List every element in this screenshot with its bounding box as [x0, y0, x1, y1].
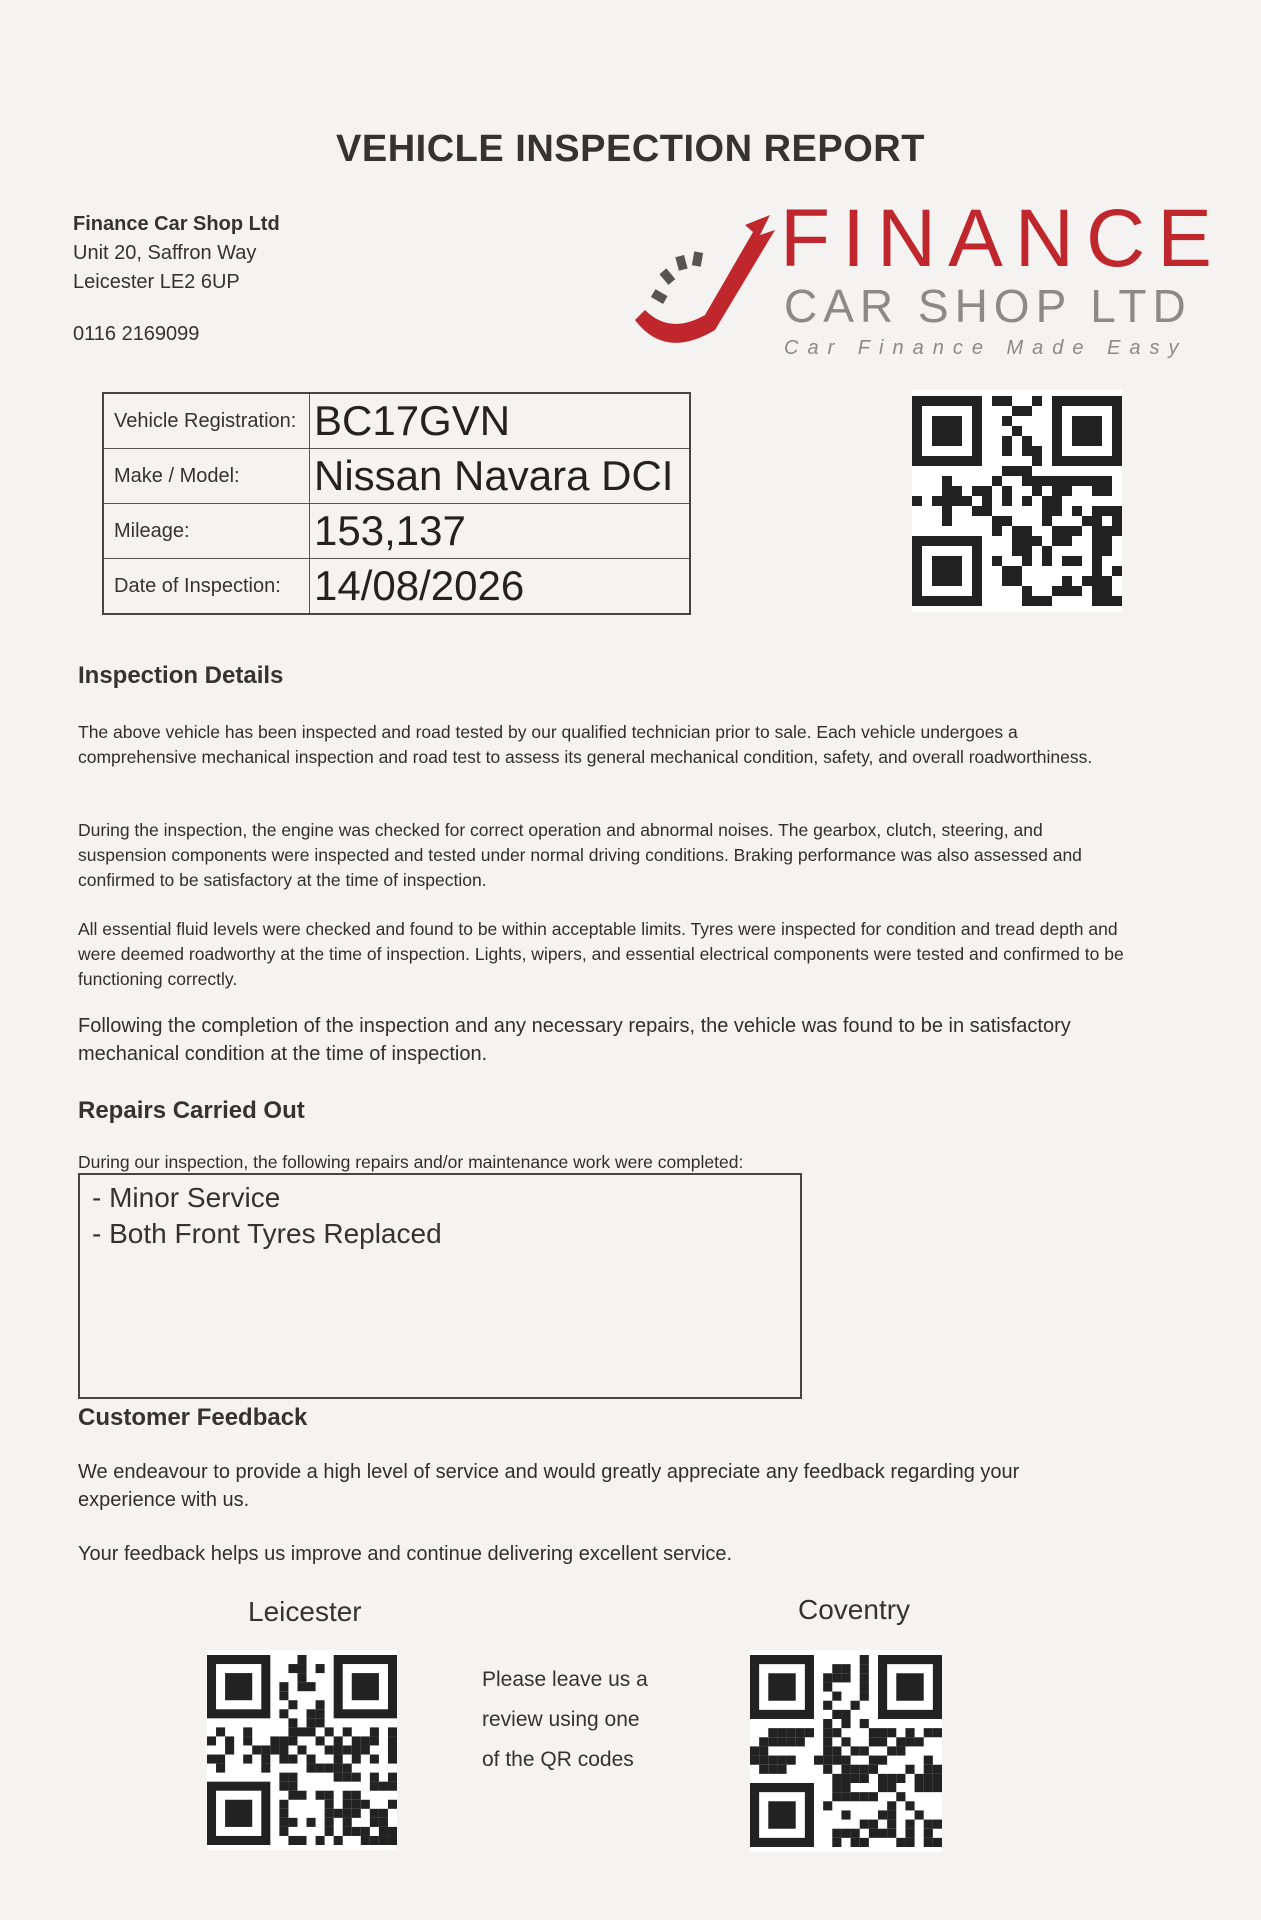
feedback-paragraph-2: Your feedback helps us improve and continue delivering excellent service.	[78, 1543, 733, 1565]
coventry-label: Coventry	[798, 1594, 911, 1625]
inspection-date-value: 14/08/2026	[310, 559, 691, 615]
inspection-paragraph-4: Following the completion of the inspection and any necessary repairs, the vehicle was found to be in satisfactory mechanical condition at the time of inspection.	[78, 1015, 1071, 1065]
mileage-label: Mileage:	[103, 504, 310, 559]
vehicle-qr-code-icon[interactable]	[912, 390, 1122, 612]
feedback-heading: Customer Feedback	[78, 1404, 308, 1431]
review-line-3: of the QR codes	[482, 1748, 634, 1771]
table-row	[103, 504, 690, 559]
table-row	[103, 449, 690, 504]
vehicle-reg-label: Vehicle Registration:	[103, 393, 310, 449]
coventry-qr-code-icon[interactable]	[750, 1650, 942, 1852]
report-title: VEHICLE INSPECTION REPORT	[336, 128, 925, 170]
company-phone: 0116 2169099	[73, 323, 200, 345]
leicester-qr-code-icon[interactable]	[207, 1650, 397, 1850]
inspection-heading: Inspection Details	[78, 662, 284, 689]
logo-main-text: FINANCE	[780, 193, 1224, 284]
make-model-value: Nissan Navara DCI	[310, 449, 691, 504]
inspection-date-label: Date of Inspection:	[103, 559, 310, 615]
inspection-paragraph-3: All essential fluid levels were checked and found to be within acceptable limits. Tyres were inspected for condition and tread depth and were deemed roadworthy at the time of inspection. Lights, wipers, and essential electrical components were tested and confirmed to be functioning correctly.	[78, 919, 1124, 989]
company-name: Finance Car Shop Ltd	[73, 213, 280, 235]
feedback-paragraph-1: We endeavour to provide a high level of service and would greatly appreciate any feedback regarding your experience with us.	[78, 1461, 1020, 1511]
address-line-1: Unit 20, Saffron Way	[73, 242, 257, 264]
repair-item: - Minor Service	[92, 1182, 281, 1213]
table-row	[103, 559, 690, 615]
review-line-1: Please leave us a	[482, 1668, 648, 1691]
inspection-paragraph-1: The above vehicle has been inspected and road tested by our qualified technician prior to sale. Each vehicle undergoes a comprehensive mechanical inspection and road test to assess its general mechanical condition, safety, and overall roadworthiness.	[78, 722, 1093, 767]
repair-item: - Both Front Tyres Replaced	[92, 1218, 442, 1249]
logo-tagline: Car Finance Made Easy	[784, 337, 1188, 359]
leicester-label: Leicester	[248, 1596, 362, 1627]
logo-speedometer-icon	[625, 210, 785, 360]
repairs-heading: Repairs Carried Out	[78, 1097, 305, 1124]
vehicle-reg-value: BC17GVN	[310, 393, 691, 449]
table-row	[103, 393, 690, 449]
repairs-intro: During our inspection, the following repairs and/or maintenance work were completed:	[78, 1152, 744, 1172]
mileage-value: 153,137	[310, 504, 691, 559]
make-model-label: Make / Model:	[103, 449, 310, 504]
company-address	[73, 210, 280, 297]
vehicle-details-table	[102, 392, 691, 615]
address-line-2: Leicester LE2 6UP	[73, 271, 240, 293]
inspection-paragraph-2: During the inspection, the engine was checked for correct operation and abnormal noises. The gearbox, clutch, steering, and suspension components were inspected and tested under normal driving conditions. Braking performance was also assessed and confirmed to be satisfactory at the time of inspection.	[78, 820, 1082, 890]
review-instructions	[482, 1660, 648, 1780]
logo-sub-text: CAR SHOP LTD	[784, 280, 1192, 332]
review-line-2: review using one	[482, 1708, 640, 1731]
